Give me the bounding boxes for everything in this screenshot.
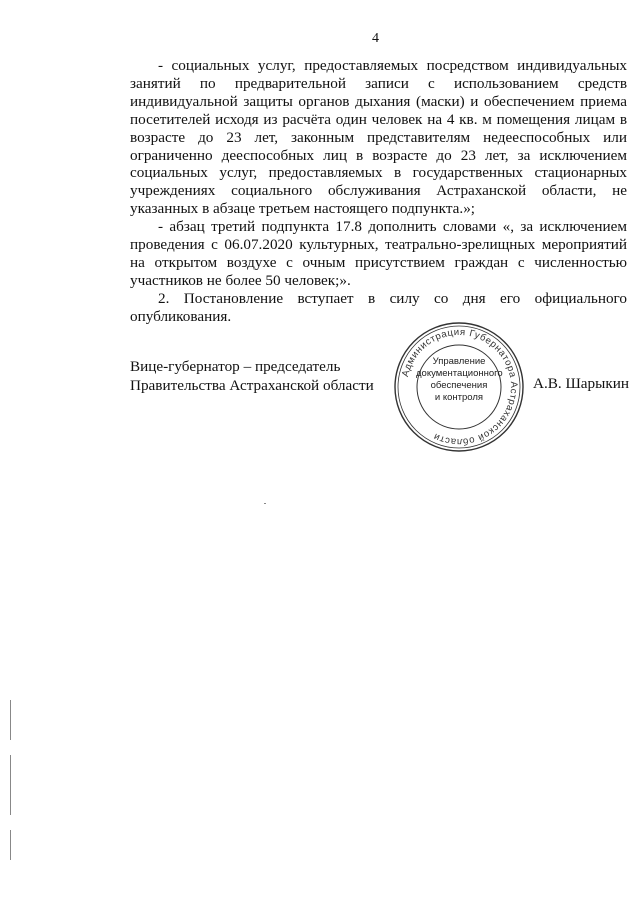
scan-artifact — [264, 503, 266, 504]
stamp-inner-text: Управление документационного обеспечения и контроля — [416, 356, 503, 403]
scan-artifact — [10, 700, 11, 740]
document-body — [130, 57, 627, 326]
paragraph-amendment-17-8: - абзац третий подпункта 17.8 дополнить словами «, за исключением проведения с 06.07.2020 культурных, театрально-зрелищных мероприятий на открытом воздухе с очным присутствием граждан с численностью участников не более 50 человек;». — [130, 218, 627, 289]
page-number: 4 — [372, 31, 379, 46]
signatory-position-line1: Вице-губернатор – председатель — [130, 358, 341, 375]
official-stamp — [392, 320, 526, 454]
scan-artifact — [10, 755, 11, 815]
signatory-position-line2: Правительства Астраханской области — [130, 377, 374, 394]
paragraph-social-services: - социальных услуг, предоставляемых посредством индивидуальных занятий по предварительной записи с использованием средств индивидуальной защиты органов дыхания (маски) и обеспечением приема посетителей исходя из расчёта один человек на 4 кв. м помещения лицам в возрасте до 23 лет, законным представителям недееспособных или ограниченно дееспособных лиц в возрасте до 23 лет, за исключением социальных услуг, предоставляемых в государственных стационарных учреждениях социального обслуживания Астраханской области, не указанных в абзаце третьем настоящего подпункта.»; — [130, 57, 627, 218]
svg-text:Администрация Губернатора Астр: Администрация Губернатора Астраханской области — [400, 326, 520, 448]
paragraph-entry-into-force: 2. Постановление вступает в силу со дня его официального опубликования. — [130, 289, 627, 325]
signatory-name: А.В. Шарыкин — [533, 375, 629, 392]
signatory-position — [130, 357, 374, 395]
scan-artifact — [10, 830, 11, 860]
